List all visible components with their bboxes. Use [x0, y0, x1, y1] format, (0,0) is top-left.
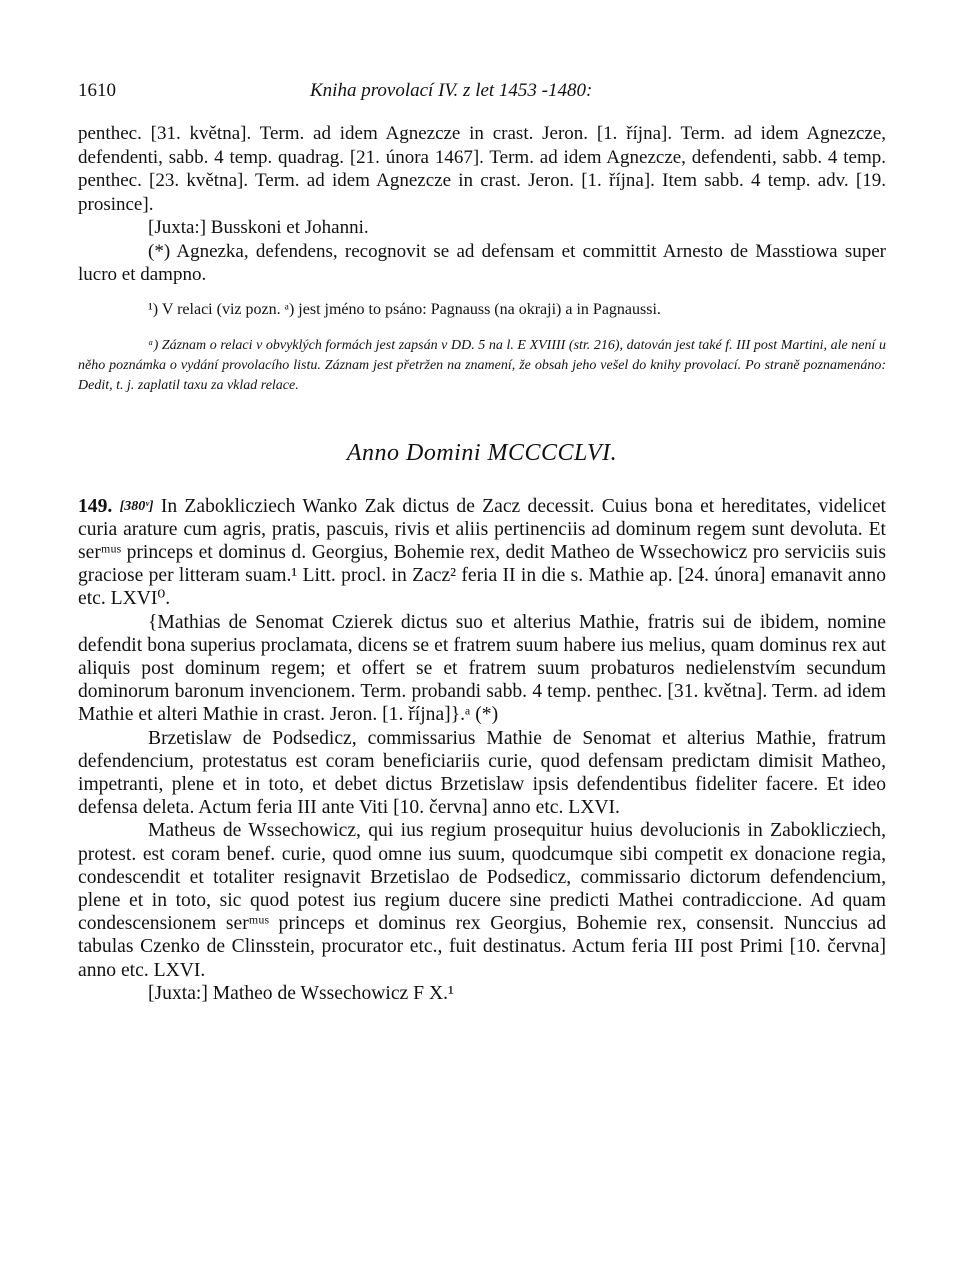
- year-heading: Anno Domini MCCCCLVI.: [346, 439, 618, 466]
- folio-reference: [380ᵛ]: [119, 498, 154, 514]
- continued-entry-paragraph: penthec. [31. května]. Term. ad idem Agnezcze in crast. Jeron. [1. října]. Term. ad idem Agnezcze, defendenti, sabb. 4 temp. quadrag. [21. února 1467]. Term. ad idem Agnezcze, defendenti, sabb. 4 temp. penthec. [23. května]. Term. ad idem Agnezcze in crast. Jeron. [1. října]. Item sabb. 4 temp. adv. [19. prosince].: [78, 123, 886, 215]
- page-number: 1610: [78, 80, 116, 101]
- juxta-note: [Juxta:] Busskoni et Johanni.: [148, 217, 369, 238]
- entry-149-protest: Brzetislaw de Podsedicz, commissarius Mathie de Senomat et alterius Mathie, fratrum defendencium, protestatus est coram beneficiariis curie, quod defensam predictam dimisit Matheo, impetranti, plene et in toto, et debet dictus Brzetislaw ipsis defendentibus fideliter facere. Et ideo defensa deleta. Actum feria III ante Viti [10. června] anno etc. LXVI.: [78, 727, 886, 819]
- entry-149-defense: {Mathias de Senomat Czierek dictus suo et alterius Mathie, fratris sui de ibidem, nomine defendit bona superius proclamata, dicens se et fratrem suum habere ius melius, quam dominus rex aut aliquis post dominum regem; et offert se et fratrem suum probaturos nedielenstvím secundum dominorum baronum invencionem. Term. probandi sabb. 4 temp. penthec. [31. května]. Term. ad idem Mathie et alteri Mathie in crast. Jeron. [1. října]}.ᵃ (*): [78, 611, 886, 726]
- document-page: [78, 72, 886, 1252]
- running-title: Kniha provolací IV. z let 1453 -1480:: [310, 80, 593, 101]
- footnote-1: ¹) V relaci (viz pozn. ᵃ) jest jméno to psáno: Pagnauss (na okraji) a in Pagnaussi.: [148, 300, 661, 318]
- entry-149-text-1: In Zaboklicziech Wanko Zak dictus de Zacz decessit. Cuius bona et hereditates, videlicet curia arature cum agris, pratis, pascuis, rivis et aliis pertinenciis ad dominum regem sunt devoluta. Et serᵐᵘˢ princeps et dominus d. Georgius, Bohemie rex, dedit Matheo de Wssechowicz pro serviciis suis graciose per litteram suam.¹ Litt. procl. in Zacz² feria II in die s. Mathie ap. [24. února] emanavit anno etc. LXVI⁰.: [78, 495, 886, 610]
- entry-149-resignation: Matheus de Wssechowicz, qui ius regium prosequitur huius devolucionis in Zaboklicziech, protest. est coram benef. curie, quod omne ius suum, quodcumque sibi competit ex donacione regia, condescendit et totaliter resignavit Brzetislao de Podsedicz, commissario dictorum defendencium, plene et in toto, sic quod potest ius regium ducere sine predicti Mathei contradiccione. Ad quam condescensionem serᵐᵘˢ princeps et dominus rex Georgius, Bohemie rex, consensit. Nunccius ad tabulas Czenko de Clinsstein, procurator etc., fuit destinatus. Actum feria III post Primi [10. června] anno etc. LXVI.: [78, 820, 886, 981]
- entry-149-opening: [78, 495, 886, 611]
- entry-number: 149.: [78, 495, 113, 517]
- running-head: [78, 72, 886, 102]
- star-note: (*) Agnezka, defendens, recognovit se ad defensam et committit Arnesto de Masstiowa super lucro et dampno.: [78, 240, 886, 285]
- entry-149-juxta: [Juxta:] Matheo de Wssechowicz F X.¹: [148, 982, 454, 1004]
- footnote-a: ᵃ) Záznam o relaci v obvyklých formách jest zapsán v DD. 5 na l. E XVIIII (str. 216), datován jest také f. III post Martini, ale není u něho poznámka o vydání provolacího listu. Záznam jest přetržen na znamení, že obsah jeho vešel do knihy provolací. Po straně poznamenáno: Dedit, t. j. zaplatil taxu za vklad relace.: [78, 337, 886, 393]
